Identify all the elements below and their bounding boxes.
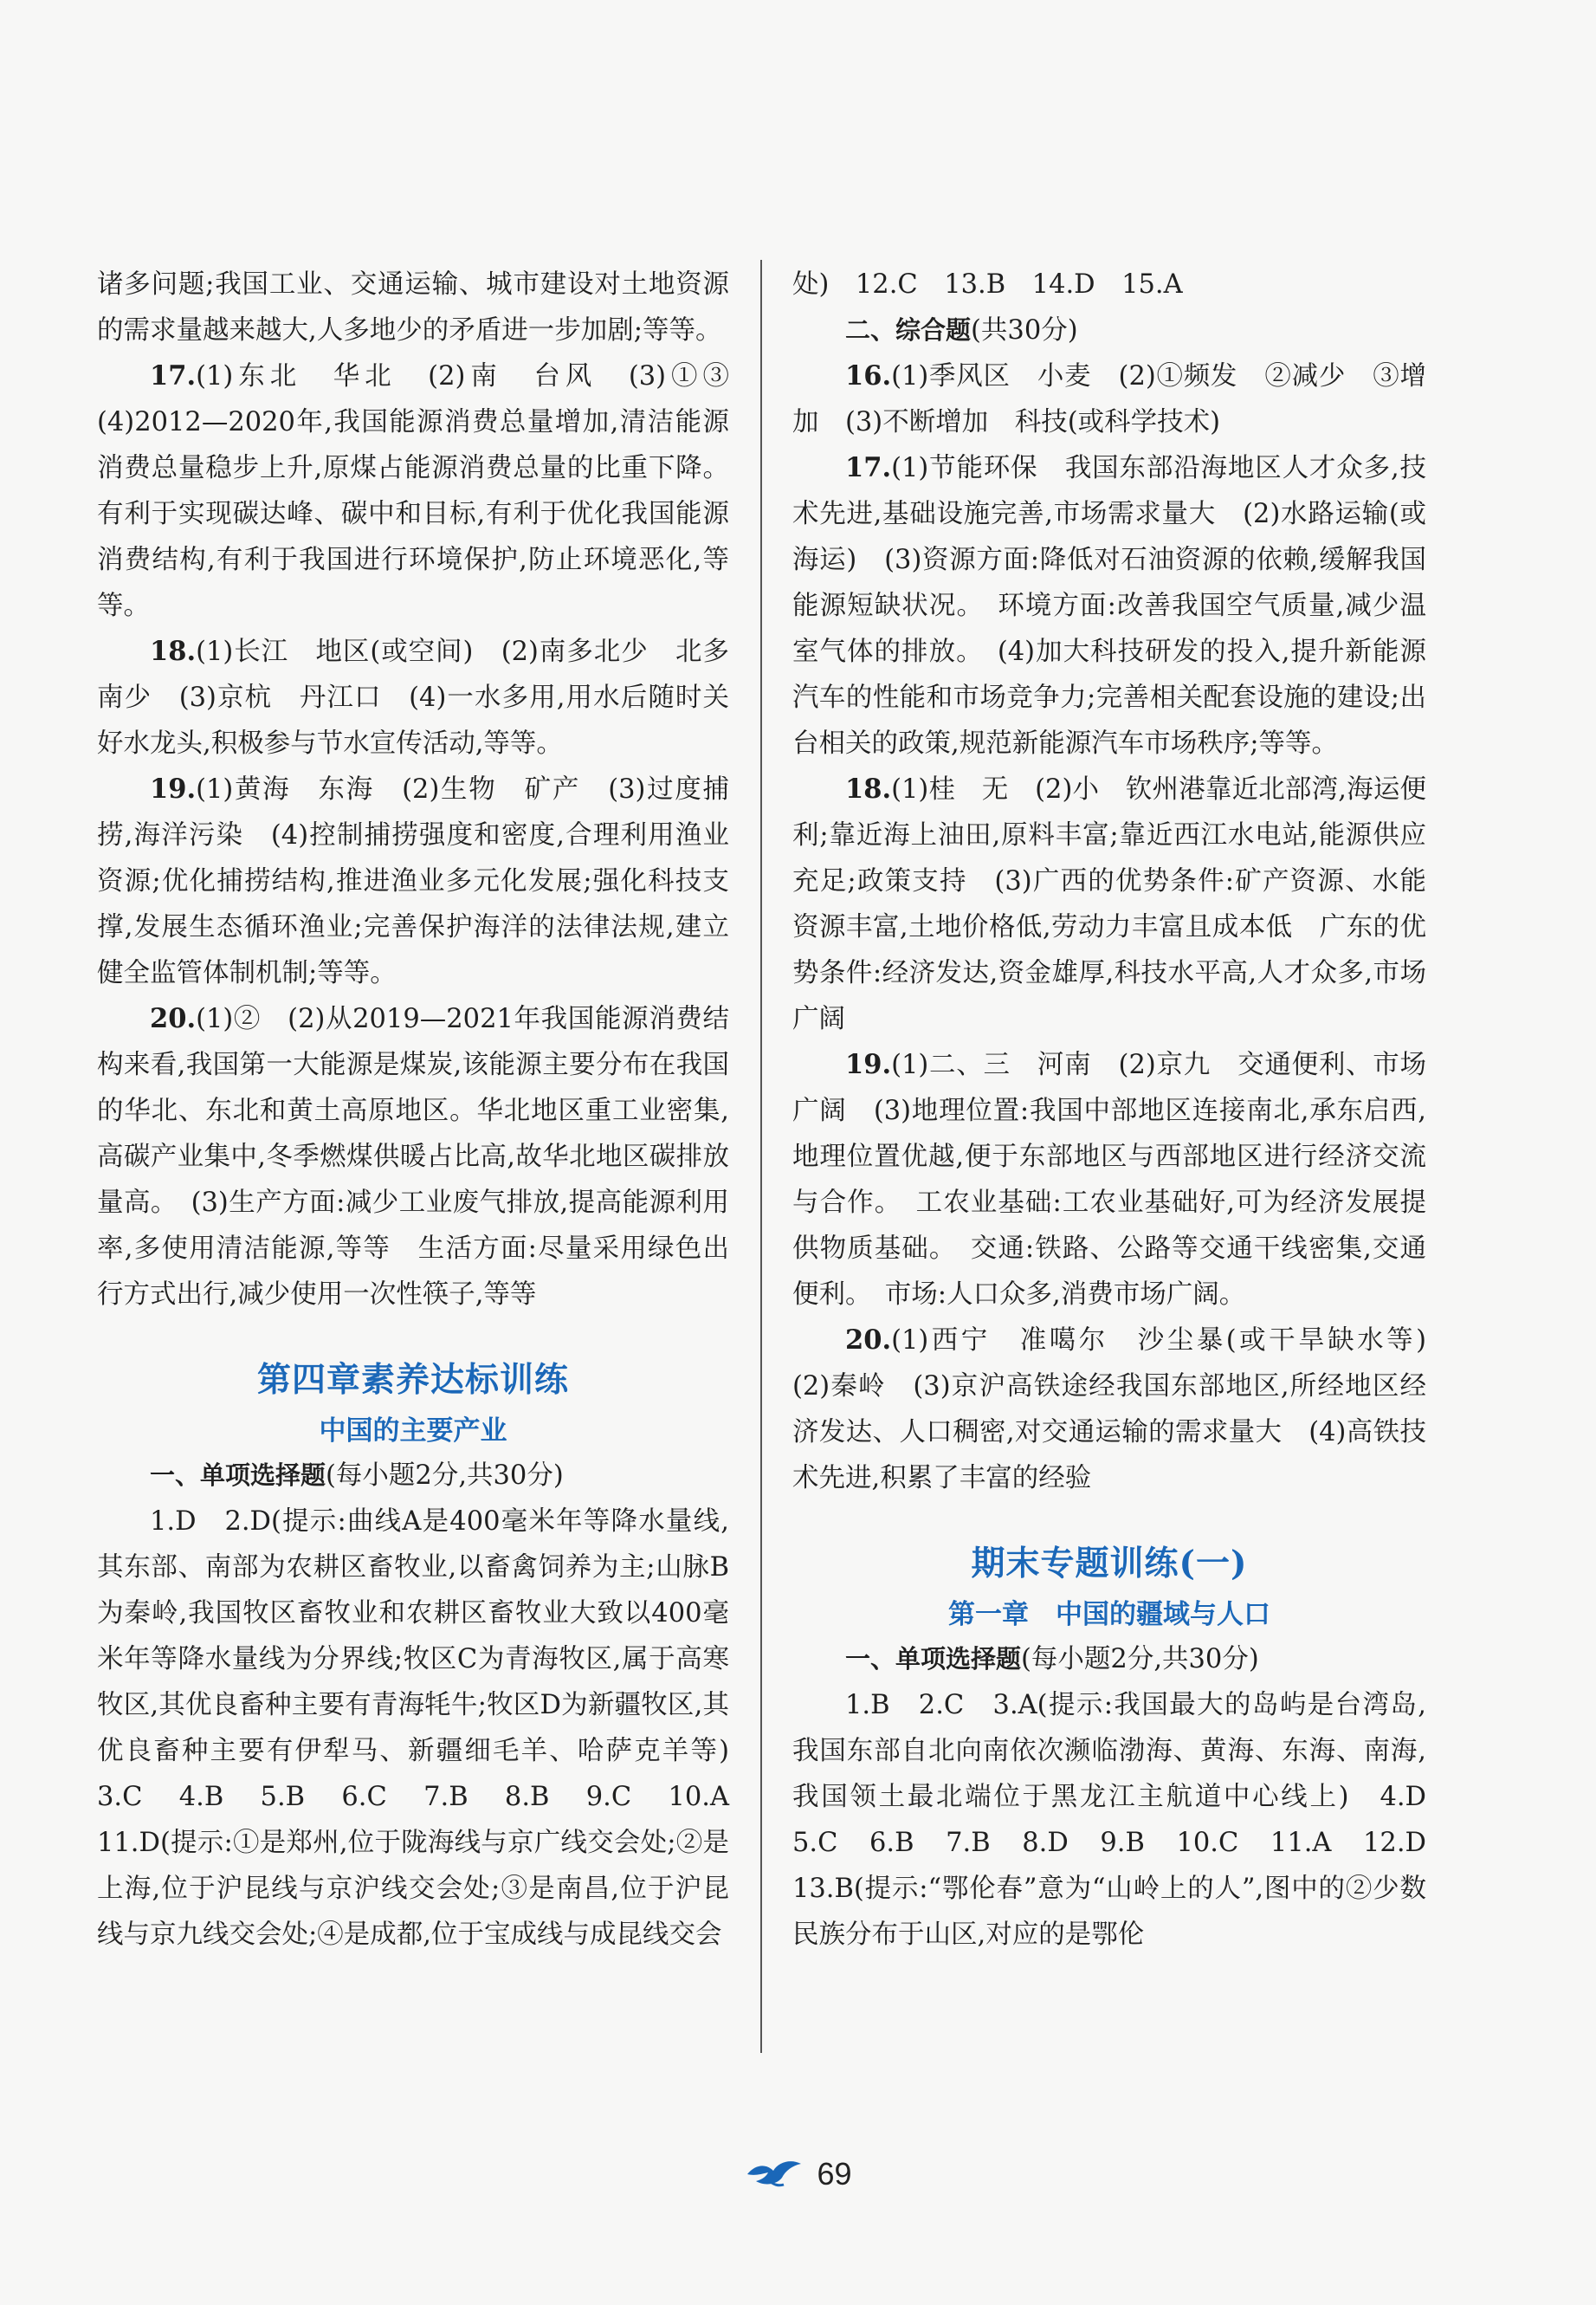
left-column xyxy=(97,262,756,1958)
answer-17 xyxy=(97,353,756,629)
answer-text: (1)长江 地区(或空间) (2)南多北少 北多南少 (3)京杭 丹江口 (4)一水多用,用水后随时关好水龙头,积极参与节水宣传活动,等等。 xyxy=(97,637,729,759)
answer-text: (1)季风区 小麦 (2)①频发 ②减少 ③增加 (3)不断增加 科技(或科学技术) xyxy=(792,361,1426,437)
section-title: 第四章素养达标训练 xyxy=(256,1360,569,1400)
mc-heading xyxy=(792,1636,1426,1682)
answer-number: 20. xyxy=(150,1003,197,1034)
right-column xyxy=(792,262,1453,1958)
mc-heading xyxy=(97,1453,729,1499)
mc-answers: 1.D 2.D(提示:曲线A是400毫米年等降水量线,其东部、南部为农耕区畜牧业,以畜禽饲养为主;山脉B为秦岭,我国牧区畜牧业和农耕区畜牧业大致以400毫米年等降水量线为分界线;牧区C为青海牧区,属于高寒牧区,其优良畜种主要有青海牦牛;牧区D为新疆牧区,其优良畜种主要有伊犁马、新疆细毛羊、哈萨克羊等) 3.C 4.B 5.B 6.C 7.B 8.B 9.C 10.A 11.D(提示:①是郑州,位于陇海线与京广线交会处;②是上海,位于沪昆线与京沪线交会处;③是南昌,位于沪昆线与京九线交会处;④是成都,位于宝成线与成昆线交会 xyxy=(97,1506,756,1950)
answer-text: (1)西宁 准噶尔 沙尘暴(或干旱缺水等) (2)秦岭 (3)京沪高铁途经我国东部地区,所经地区经济发达、人口稠密,对交通运输的需求量大 (4)高铁技术先进,积累了丰富的经验 xyxy=(792,1325,1453,1493)
answer-text: (1)二、三 河南 (2)京九 交通便利、市场广阔 (3)地理位置:我国中部地区连接南北,承东启西,地理位置优越,便于东部地区与西部地区进行经济交流与合作。 工农业基础:工农业基础好,可为经济发展提供物质基础。 交通:铁路、公路等交通干线密集,交通便利。 市场:人口众多,消费市场广阔。 xyxy=(792,1050,1426,1310)
mc-heading-label: 一、单项选择题 xyxy=(845,1644,1022,1674)
mc-answers: 1.B 2.C 3.A(提示:我国最大的岛屿是台湾岛,我国东部自北向南依次濒临渤海、黄海、东海、南海,我国领土最北端位于黑龙江主航道中心线上) 4.D 5.C 6.B 7.B 8.D 9.B 10.C 11.A 12.D 13.B(提示:“鄂伦春”意为“山岭上的人”,图中的②少数民族分布于山区,对应的是鄂伦 xyxy=(792,1690,1453,1950)
continued-paragraph: 诸多问题;我国工业、交通运输、城市建设对土地资源的需求量越来越大,人多地少的矛盾进一步加剧;等等。 xyxy=(97,269,729,346)
answer-number: 20. xyxy=(845,1324,892,1356)
comp-heading xyxy=(792,308,1426,353)
answer-number: 17. xyxy=(845,452,892,483)
bird-logo-icon xyxy=(744,2155,804,2193)
answer-20 xyxy=(792,1318,1453,1501)
mc-heading-note: (每小题2分,共30分) xyxy=(326,1460,564,1491)
answer-number: 16. xyxy=(845,360,892,392)
answer-19 xyxy=(97,767,729,996)
answer-16 xyxy=(792,353,1426,445)
answer-text: (1)东北 华北 (2)南 台风 (3)①③ (4)2012—2020年,我国能源消费总量增加,清洁能源消费总量稳步上升,原煤占能源消费总量的比重下降。有利于实现碳达峰、碳中和目标,有利于优化我国能源消费结构,有利于我国进行环境保护,防止环境恶化,等等。 xyxy=(97,361,756,621)
page-number: 69 xyxy=(817,2156,852,2192)
answer-18 xyxy=(792,767,1426,1042)
answer-19 xyxy=(792,1042,1426,1318)
answer-17 xyxy=(792,445,1426,767)
mc-heading-note: (每小题2分,共30分) xyxy=(1021,1644,1259,1674)
column-divider xyxy=(760,260,762,2053)
continued-paragraph: 处) 12.C 13.B 14.D 15.A xyxy=(792,269,1183,300)
answer-text: (1)桂 无 (2)小 钦州港靠近北部湾,海运便利;靠近海上油田,原料丰富;靠近西江水电站,能源供应充足;政策支持 (3)广西的优势条件:矿产资源、水能资源丰富,土地价格低,劳动力丰富且成本低 广东的优势条件:经济发达,资金雄厚,科技水平高,人才众多,市场广阔 xyxy=(792,774,1426,1034)
mc-heading-label: 一、单项选择题 xyxy=(150,1460,326,1490)
answer-text: (1)② (2)从2019—2021年我国能源消费结构来看,我国第一大能源是煤炭,该能源主要分布在我国的华北、东北和黄土高原地区。华北地区重工业密集,高碳产业集中,冬季燃煤供暖占比高,故华北地区碳排放量高。 (3)生产方面:减少工业废气排放,提高能源利用率,多使用清洁能源,等等 生活方面:尽量采用绿色出行方式出行,减少使用一次性筷子,等等 xyxy=(97,1004,729,1310)
answer-text: (1)黄海 东海 (2)生物 矿产 (3)过度捕捞,海洋污染 (4)控制捕捞强度和密度,合理利用渔业资源;优化捕捞结构,推进渔业多元化发展;强化科技支撑,发展生态循环渔业;完善保护海洋的法律法规,建立健全监管体制机制;等等。 xyxy=(97,774,729,988)
section-title: 期末专题训练(一) xyxy=(971,1544,1248,1583)
answer-number: 19. xyxy=(845,1049,892,1080)
section-subtitle: 中国的主要产业 xyxy=(319,1415,507,1447)
page-footer xyxy=(0,2148,1596,2200)
answer-18 xyxy=(97,629,729,767)
answer-number: 19. xyxy=(150,774,197,805)
answer-text: (1)节能环保 我国东部沿海地区人才众多,技术先进,基础设施完善,市场需求量大 (2)水路运输(或海运) (3)资源方面:降低对石油资源的依赖,缓解我国能源短缺状况。 环境方面:改善我国空气质量,减少温室气体的排放。 (4)加大科技研发的投入,提升新能源汽车的性能和市场竞争力;完善相关配套设施的建设;出台相关的政策,规范新能源汽车市场秩序;等等。 xyxy=(792,453,1426,759)
answer-number: 17. xyxy=(150,360,197,392)
comp-heading-label: 二、综合题 xyxy=(845,315,972,345)
answer-20 xyxy=(97,996,729,1318)
answer-number: 18. xyxy=(150,636,197,667)
answer-number: 18. xyxy=(845,774,892,805)
comp-heading-note: (共30分) xyxy=(971,315,1078,346)
section-subtitle: 第一章 中国的疆域与人口 xyxy=(948,1599,1270,1630)
